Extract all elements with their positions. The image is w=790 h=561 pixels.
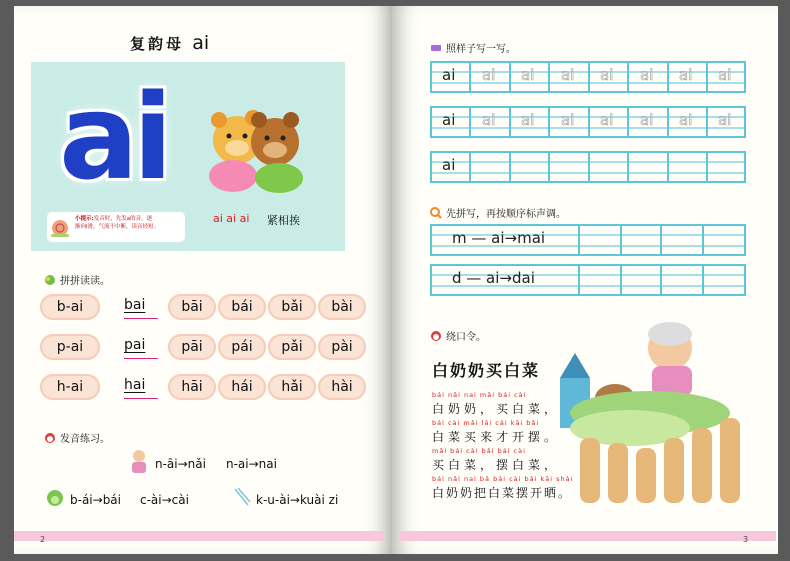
syllable-lead: b-ai	[40, 294, 100, 320]
writing-row	[430, 106, 746, 138]
tip-line2: 渐向i滑，气流不中断，读音轻短。	[75, 224, 160, 230]
practice-bai: b-ái→bái	[70, 493, 121, 507]
practice-nai-2: n-ai→nai	[226, 457, 277, 471]
right-page-number: 3	[743, 535, 749, 544]
hero-panel	[31, 62, 345, 251]
trace-letters: ai	[600, 66, 614, 84]
cabbage-icon	[44, 488, 66, 508]
trace-letters: ai	[482, 66, 496, 84]
trace-letters: ai	[561, 66, 575, 84]
section-tongue-twister: 绕口令。	[430, 328, 486, 343]
grandma-icon	[128, 448, 150, 474]
face-icon	[44, 432, 56, 444]
poem-line: 买白菜，摆白菜，	[432, 458, 561, 472]
section-copy-write: 照样子写一写。	[430, 40, 516, 55]
tone-pill: bái	[218, 294, 266, 320]
tone-pill: pài	[318, 334, 366, 360]
poem-pinyin: mǎi bái cài bǎi bái cài	[432, 447, 526, 455]
trace-letters: ai	[640, 66, 654, 84]
grandma-cabbage-illustration	[560, 318, 750, 508]
tone-pill: pāi	[168, 334, 216, 360]
syllable-lead: h-ai	[40, 374, 100, 400]
writing-row	[430, 151, 746, 183]
tone-pill: hǎi	[268, 374, 316, 400]
poem-pinyin: bái nǎi nai mǎi bái cài	[432, 391, 527, 399]
section-spell-tone: 先拼写，再按顺序标声调。	[430, 205, 566, 220]
page-title	[130, 32, 209, 54]
tip-box	[47, 212, 185, 242]
poem-pinyin: bái nǎi nai bǎ bái cài bǎi kāi shài	[432, 475, 574, 483]
syllable-lead: p-ai	[40, 334, 100, 360]
snail-icon	[49, 216, 71, 238]
trace-letters: ai	[718, 111, 732, 129]
practice-nai-1: n-āi→nǎi	[155, 457, 206, 471]
left-page-number: 2	[40, 535, 46, 544]
eraser-icon	[430, 42, 442, 54]
sample-letters: ai	[442, 156, 456, 174]
big-letters: ai	[59, 68, 168, 206]
trace-letters: ai	[561, 111, 575, 129]
magnifier-icon	[430, 207, 442, 219]
title-cn: 复韵母	[130, 35, 185, 53]
spell-row	[430, 264, 746, 296]
tone-pill: hāi	[168, 374, 216, 400]
poem-title: 白奶奶买白菜	[432, 361, 541, 380]
sample-letters: ai	[442, 66, 456, 84]
syllable-word: pai	[124, 337, 146, 353]
trace-letters: ai	[521, 111, 535, 129]
trace-letters: ai	[718, 66, 732, 84]
trace-letters: ai	[679, 111, 693, 129]
face-icon	[430, 330, 442, 342]
tone-pill: pǎi	[268, 334, 316, 360]
tone-pill: bài	[318, 294, 366, 320]
sample-letters: ai	[442, 111, 456, 129]
right-footer-bar	[400, 531, 776, 541]
trace-letters: ai	[679, 66, 693, 84]
poem-line: 白菜买来才开摆。	[432, 430, 561, 444]
spell-row	[430, 224, 746, 256]
ai-description: 紧相挨	[267, 214, 300, 227]
ai-words: ai ai ai	[213, 212, 250, 225]
tone-pill: hái	[218, 374, 266, 400]
left-footer-bar	[14, 531, 384, 541]
trace-letters: ai	[482, 111, 496, 129]
poem-line: 白奶奶，买白菜，	[432, 402, 561, 416]
poem-line: 白奶奶把白菜摆开晒。	[432, 486, 573, 500]
writing-row	[430, 61, 746, 93]
leaf-icon	[44, 274, 56, 286]
title-pinyin: ai	[192, 32, 210, 54]
trace-letters: ai	[600, 111, 614, 129]
chopsticks-icon	[232, 487, 252, 507]
syllable-word: hai	[124, 377, 146, 393]
tone-pill: hài	[318, 374, 366, 400]
syllable-word: bai	[124, 297, 146, 313]
practice-kuai: k-u-ài→kuài zi	[256, 493, 339, 507]
practice-cai: c-ài→cài	[140, 493, 189, 507]
tone-pill: bāi	[168, 294, 216, 320]
poem-pinyin: bái cài mǎi lái cái kāi bǎi	[432, 419, 540, 427]
spell-expression: m — ai→mai	[452, 229, 546, 247]
tip-line1: 小提示:发音时，先发a的音，逐	[75, 216, 153, 222]
tone-pill: bǎi	[268, 294, 316, 320]
spell-expression: d — ai→dai	[452, 269, 535, 287]
section-spell-read: 拼拼读读。	[44, 272, 110, 287]
trace-letters: ai	[521, 66, 535, 84]
trace-letters: ai	[640, 111, 654, 129]
section-pronunciation: 发音练习。	[44, 430, 110, 445]
tone-pill: pái	[218, 334, 266, 360]
bears-illustration	[197, 102, 315, 194]
